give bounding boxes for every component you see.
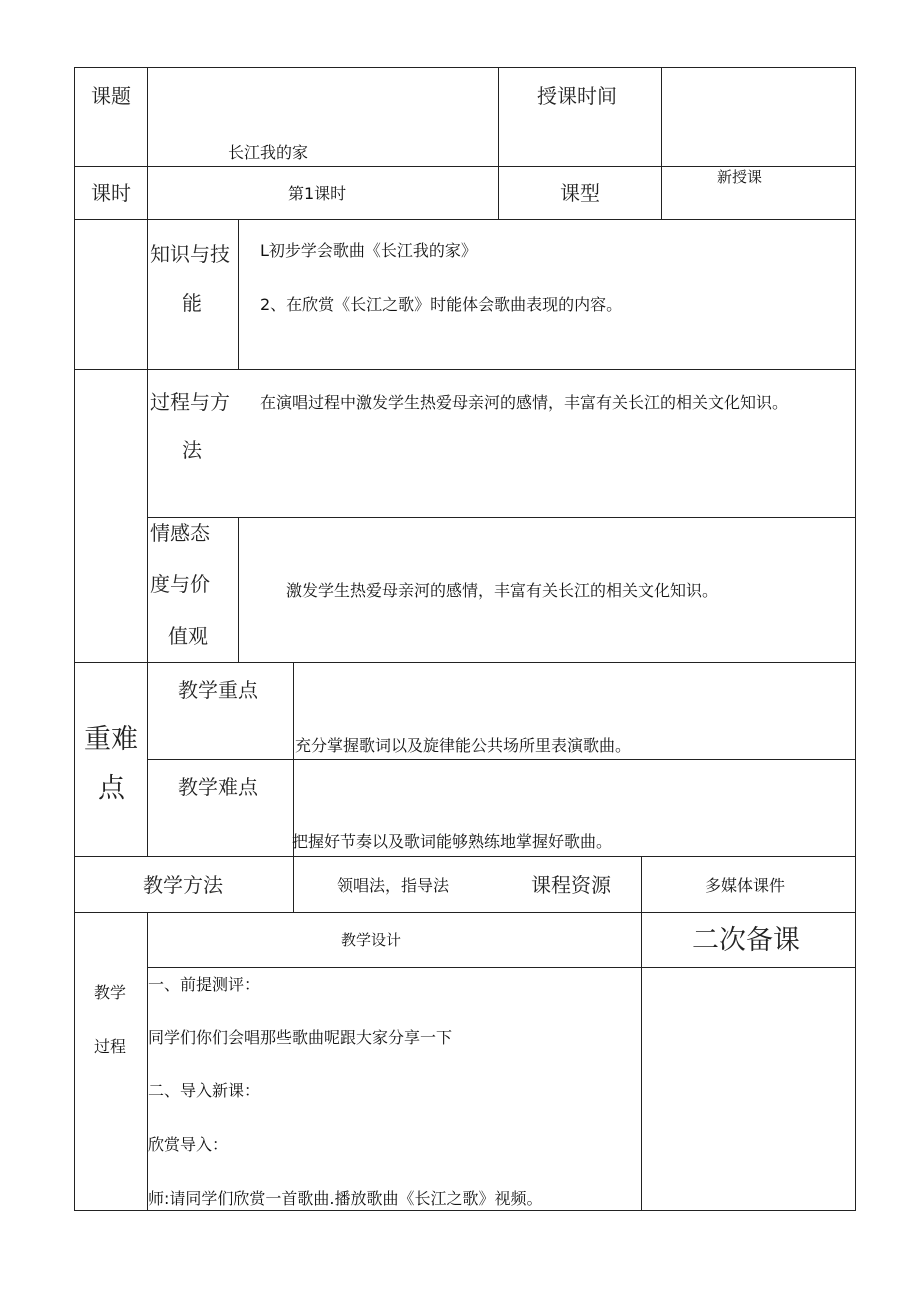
row-divider — [147, 759, 856, 760]
teaching-method-value: 领唱法，指导法 — [337, 876, 450, 895]
second-preparation-header: 二次备课 — [692, 925, 800, 956]
row-divider — [147, 517, 856, 518]
col-divider — [293, 662, 294, 913]
knowledge-skill-label-cont: 能 — [182, 291, 202, 315]
emotion-attitude-label-cont: 度与价 — [150, 572, 210, 596]
table-border-top — [74, 67, 856, 68]
course-resource-value: 多媒体课件 — [705, 876, 786, 895]
row-divider — [147, 967, 856, 968]
knowledge-item-2: 2、在欣赏《长江之歌》时能体会歌曲表现的内容。 — [260, 295, 623, 314]
teaching-focus-label: 教学重点 — [178, 678, 258, 702]
row-divider — [74, 912, 856, 913]
key-difficulty-label: 重难 — [84, 724, 138, 755]
lesson-type-value: 新授课 — [717, 168, 763, 186]
process-line: 师:请同学们欣赏一首歌曲.播放歌曲《长江之歌》视频。 — [148, 1189, 543, 1208]
course-resource-label: 课程资源 — [531, 873, 611, 897]
topic-label: 课题 — [91, 84, 131, 108]
teaching-process-label-cont: 过程 — [94, 1037, 127, 1056]
teaching-process-label: 教学 — [94, 983, 127, 1002]
teaching-difficulty-text: 把握好节奏以及歌词能够熟练地掌握好歌曲。 — [292, 832, 613, 851]
process-line: 一、前提测评： — [148, 975, 261, 994]
col-divider — [238, 517, 239, 663]
process-method-label: 过程与方 — [150, 390, 230, 414]
table-border-bottom — [74, 1210, 856, 1211]
col-divider — [147, 912, 148, 1211]
knowledge-item-1: L初步学会歌曲《长江我的家》 — [260, 241, 477, 260]
period-label: 课时 — [91, 181, 131, 205]
col-divider — [147, 67, 148, 857]
process-line: 同学们你们会唱那些歌曲呢跟大家分享一下 — [148, 1028, 453, 1047]
process-method-text: 在演唱过程中激发学生热爱母亲河的感情，丰富有关长江的相关文化知识。 — [260, 393, 789, 412]
topic-value: 长江我的家 — [228, 143, 309, 162]
teaching-focus-text: 充分掌握歌词以及旋律能公共场所里表演歌曲。 — [295, 736, 632, 755]
row-divider — [74, 369, 856, 370]
row-divider — [74, 219, 856, 220]
key-difficulty-label-cont: 点 — [98, 773, 125, 804]
table-border-left — [74, 67, 75, 1211]
table-border-right — [855, 67, 856, 1211]
knowledge-skill-label: 知识与技 — [150, 242, 230, 266]
period-value: 第1课时 — [288, 184, 347, 203]
process-line: 欣赏导入： — [148, 1135, 229, 1154]
row-divider — [74, 662, 856, 663]
class-time-label: 授课时间 — [537, 84, 617, 108]
col-divider — [498, 67, 499, 220]
lesson-type-label: 课型 — [560, 181, 600, 205]
teaching-method-label: 教学方法 — [143, 873, 223, 897]
emotion-attitude-label-end: 值观 — [168, 624, 208, 648]
teaching-design-header: 教学设计 — [341, 931, 402, 949]
process-line: 二、导入新课： — [148, 1081, 261, 1100]
row-divider — [74, 166, 856, 167]
process-method-label-cont: 法 — [182, 438, 202, 462]
emotion-attitude-label: 情感态 — [150, 521, 210, 545]
col-divider — [641, 856, 642, 1211]
col-divider — [238, 219, 239, 370]
row-divider — [74, 856, 856, 857]
teaching-difficulty-label: 教学难点 — [178, 775, 258, 799]
emotion-attitude-text: 激发学生热爱母亲河的感情，丰富有关长江的相关文化知识。 — [286, 581, 719, 600]
col-divider — [661, 67, 662, 220]
